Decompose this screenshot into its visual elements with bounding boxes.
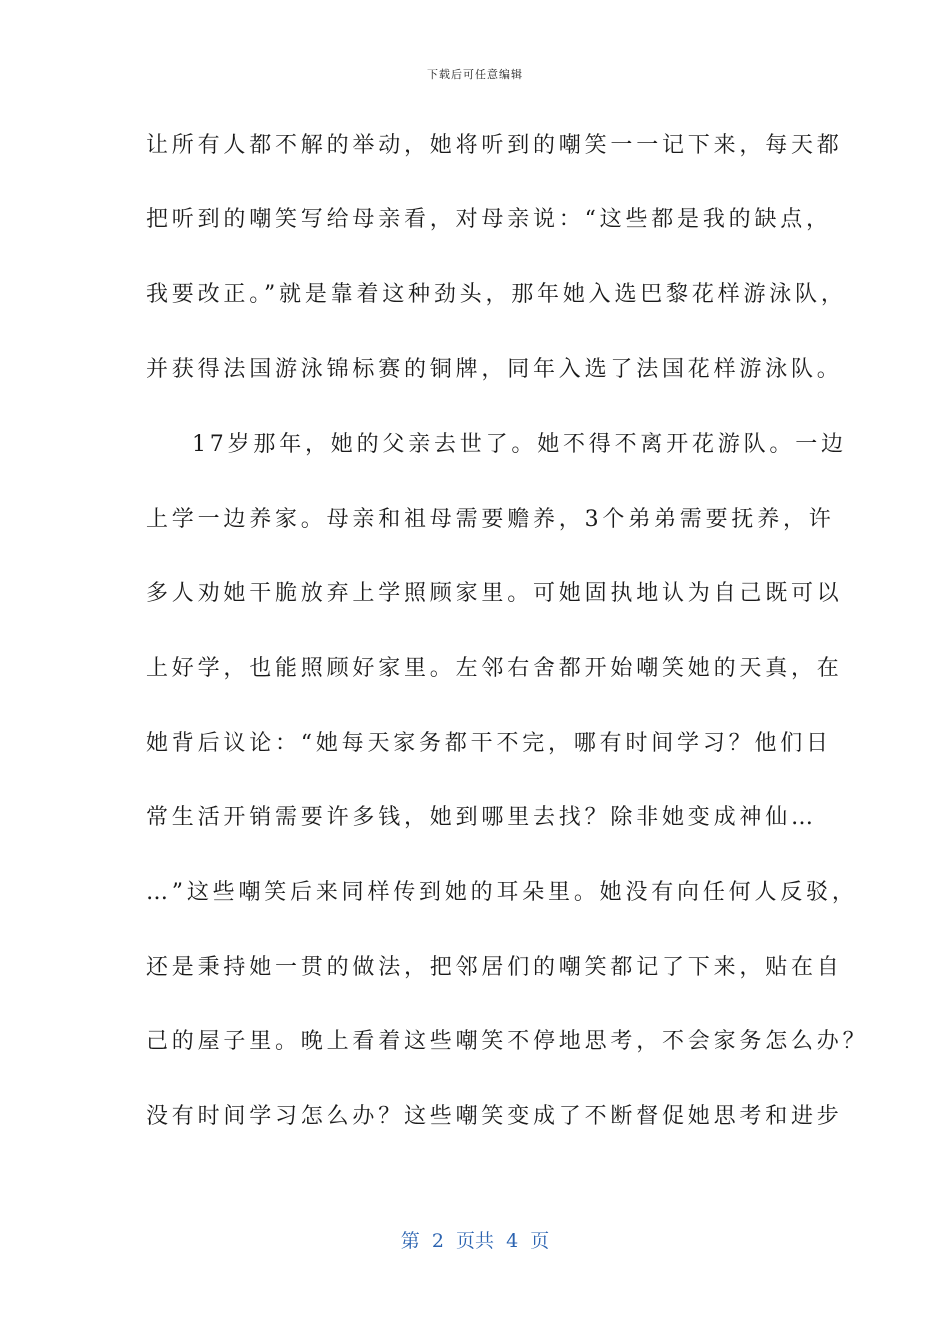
text-line: 我要改正。”就是靠着这种劲头，那年她入选巴黎花样游泳队， xyxy=(146,282,847,307)
text-line: 上好学，也能照顾好家里。左邻右舍都开始嘲笑她的天真，在 xyxy=(146,656,843,681)
text-line: 己的屋子里。晚上看着这些嘲笑不停地思考，不会家务怎么办？ xyxy=(146,1029,869,1054)
text-line: 多人劝她干脆放弃上学照顾家里。可她固执地认为自己既可以 xyxy=(146,581,843,606)
text-line: 让所有人都不解的举动，她将听到的嘲笑一一记下来，每天都 xyxy=(146,133,843,158)
page-number-footer: 第 2 页共 4 页 xyxy=(400,1230,550,1252)
text-line: 上学一边养家。母亲和祖母需要赡养，3个弟弟需要抚养，许 xyxy=(146,507,835,532)
text-line: 没有时间学习怎么办？这些嘲笑变成了不断督促她思考和进步 xyxy=(146,1104,843,1129)
text-line: 她背后议论：“她每天家务都干不完，哪有时间学习？他们日 xyxy=(146,731,832,756)
text-line: 常生活开销需要许多钱，她到哪里去找？除非她变成神仙… xyxy=(146,805,817,830)
page-header-note: 下载后可任意编辑 xyxy=(427,68,523,81)
text-line: 还是秉持她一贯的做法，把邻居们的嘲笑都记了下来，贴在自 xyxy=(146,955,843,980)
text-line: …”这些嘲笑后来同样传到她的耳朵里。她没有向任何人反驳， xyxy=(146,880,858,905)
text-line: 把听到的嘲笑写给母亲看，对母亲说：“这些都是我的缺点， xyxy=(146,207,832,232)
text-line: 并获得法国游泳锦标赛的铜牌，同年入选了法国花样游泳队。 xyxy=(146,357,843,382)
text-line: 17岁那年，她的父亲去世了。她不得不离开花游队。一边 xyxy=(192,432,847,457)
